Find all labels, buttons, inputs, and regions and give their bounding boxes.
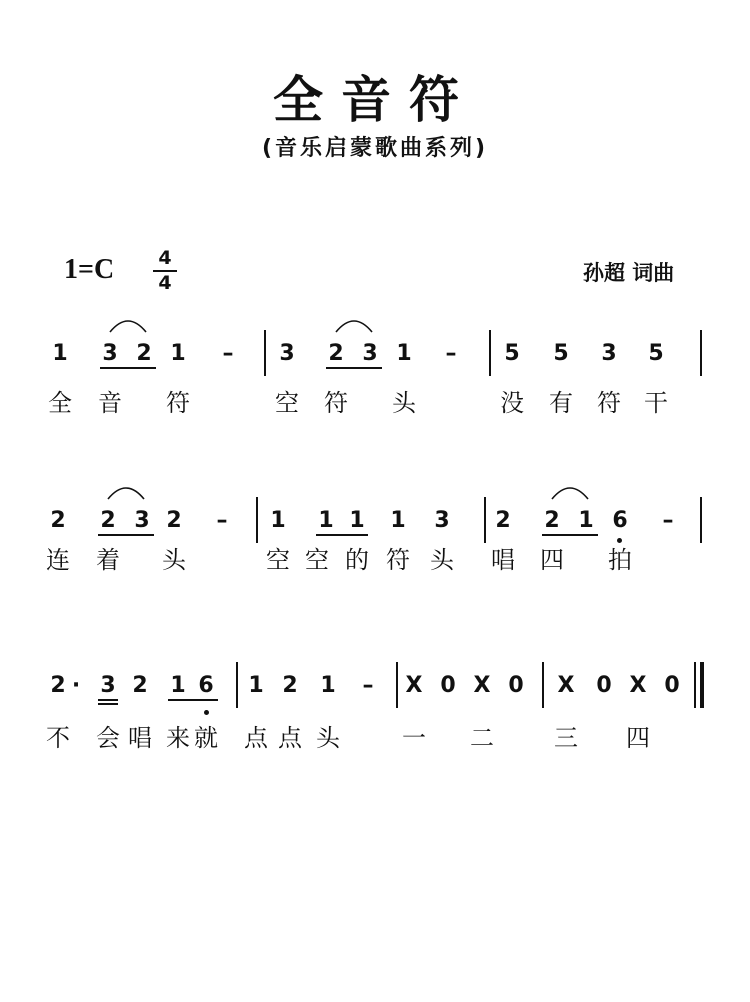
- note: 2: [136, 341, 152, 366]
- slur: [334, 314, 374, 336]
- lyric: 空: [266, 546, 290, 574]
- note: 3: [100, 673, 116, 698]
- note: 5: [553, 341, 569, 366]
- barline: [542, 662, 544, 708]
- sustain-dash: –: [216, 508, 228, 533]
- rest: 0: [508, 673, 524, 698]
- lyric: 有: [549, 389, 573, 417]
- note: 2: [132, 673, 148, 698]
- note: 1: [396, 341, 412, 366]
- lyric: 点: [278, 724, 302, 752]
- lyric: 干: [644, 389, 668, 417]
- slur: [550, 481, 590, 503]
- lyric: 点: [244, 724, 268, 752]
- note: 6: [612, 508, 628, 533]
- barline: [489, 330, 491, 376]
- note: 5: [504, 341, 520, 366]
- note: 3: [362, 341, 378, 366]
- time-signature: [153, 248, 177, 294]
- note: 1: [270, 508, 286, 533]
- sustain-dash: –: [662, 508, 674, 533]
- lyric: 符: [597, 389, 621, 417]
- composer-credit: 孙超 词曲: [583, 261, 675, 285]
- final-barline-thick: [700, 662, 704, 708]
- time-signature-top: 4: [158, 247, 172, 269]
- lyric: 四: [540, 546, 564, 574]
- lyric: 一: [402, 724, 426, 752]
- sixteenth-underline: [98, 699, 118, 701]
- lyric: 符: [386, 546, 410, 574]
- note: 1: [349, 508, 365, 533]
- sustain-dash: –: [222, 341, 234, 366]
- lyric: 着: [96, 546, 120, 574]
- lyric: 头: [430, 546, 454, 574]
- slur: [108, 314, 148, 336]
- barline: [700, 330, 702, 376]
- rest: 0: [596, 673, 612, 698]
- lyric: 二: [470, 724, 494, 752]
- low-octave-dot: [204, 710, 209, 715]
- lyric: 空: [275, 389, 299, 417]
- note: 6: [198, 673, 214, 698]
- lyric: 的: [345, 546, 369, 574]
- lyric: 四: [626, 724, 650, 752]
- lyric: 会: [96, 724, 120, 752]
- note: 3: [134, 508, 150, 533]
- lyric: 头: [392, 389, 416, 417]
- note: 1: [318, 508, 334, 533]
- song-subtitle: (音乐启蒙歌曲系列): [261, 136, 489, 161]
- note: 2: [544, 508, 560, 533]
- note: 3: [279, 341, 295, 366]
- note: 5: [648, 341, 664, 366]
- rhythm-x: X: [629, 673, 647, 698]
- note: 2: [50, 673, 66, 698]
- rhythm-x: X: [557, 673, 575, 698]
- eighth-underline: [326, 367, 382, 369]
- note: 1: [52, 341, 68, 366]
- time-signature-bottom: 4: [158, 272, 172, 294]
- note: 2: [50, 508, 66, 533]
- eighth-underline: [168, 699, 218, 701]
- lyric: 不: [46, 724, 70, 752]
- lyric: 音: [98, 389, 122, 417]
- note: 1: [320, 673, 336, 698]
- lyric: 头: [162, 546, 186, 574]
- eighth-underline: [316, 534, 368, 536]
- barline: [236, 662, 238, 708]
- note: 2: [100, 508, 116, 533]
- song-title: 全音符: [273, 71, 477, 129]
- rest: 0: [664, 673, 680, 698]
- key-signature: 1=C: [64, 254, 115, 285]
- lyric: 符: [166, 389, 190, 417]
- barline: [484, 497, 486, 543]
- lyric: 来: [166, 724, 190, 752]
- lyric: 拍: [608, 546, 632, 574]
- note: 2: [328, 341, 344, 366]
- lyric: 唱: [128, 724, 152, 752]
- lyric: 三: [554, 724, 578, 752]
- barline: [396, 662, 398, 708]
- barline: [264, 330, 266, 376]
- eighth-underline: [100, 367, 156, 369]
- final-barline-thin: [694, 662, 696, 708]
- note: 3: [102, 341, 118, 366]
- lyric: 空: [305, 546, 329, 574]
- sustain-dash: –: [362, 673, 374, 698]
- note: 2: [495, 508, 511, 533]
- barline: [256, 497, 258, 543]
- lyric: 头: [316, 724, 340, 752]
- note: 1: [170, 341, 186, 366]
- slur: [106, 481, 146, 503]
- note: 3: [434, 508, 450, 533]
- barline: [700, 497, 702, 543]
- eighth-underline: [542, 534, 598, 536]
- eighth-underline: [98, 534, 154, 536]
- lyric: 全: [48, 389, 72, 417]
- lyric: 连: [46, 546, 70, 574]
- lyric: 符: [324, 389, 348, 417]
- rest: 0: [440, 673, 456, 698]
- note: 2: [282, 673, 298, 698]
- note: 1: [170, 673, 186, 698]
- lyric: 没: [500, 389, 524, 417]
- rhythm-x: X: [473, 673, 491, 698]
- note: 1: [578, 508, 594, 533]
- sixteenth-underline: [98, 703, 118, 705]
- rhythm-x: X: [405, 673, 423, 698]
- note: 3: [601, 341, 617, 366]
- lyric: 就: [194, 724, 218, 752]
- sustain-dash: –: [445, 341, 457, 366]
- note: 2: [166, 508, 182, 533]
- note: 1: [248, 673, 264, 698]
- note: 1: [390, 508, 406, 533]
- lyric: 唱: [491, 546, 515, 574]
- dot-augmentation: ·: [71, 673, 81, 698]
